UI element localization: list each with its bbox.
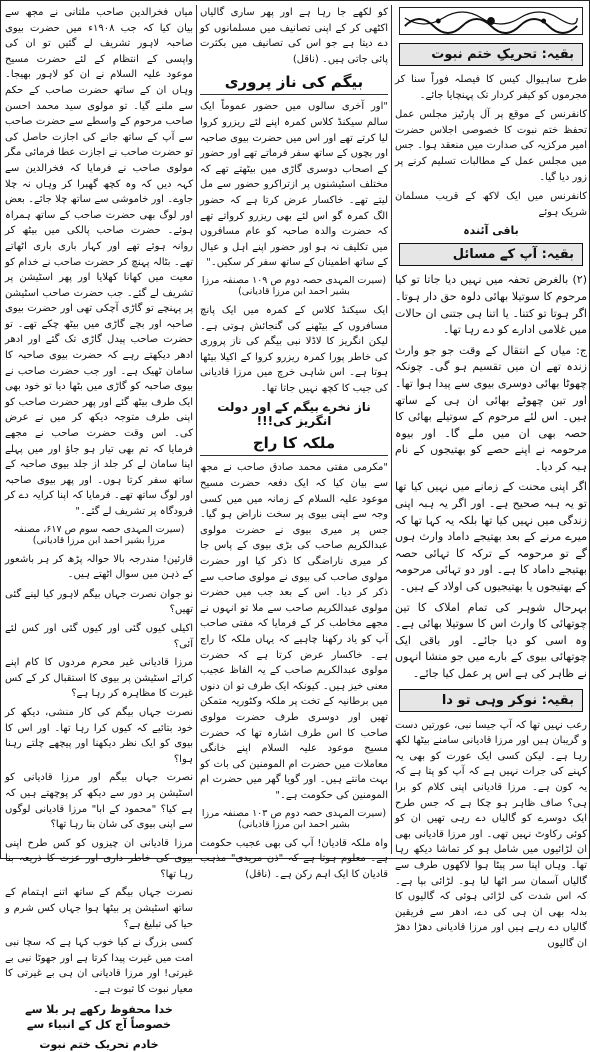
column-rule	[391, 5, 392, 854]
right-column	[395, 5, 587, 949]
article-paragraph: "اور آخری سالوں میں حضور عموماً ایک سالم سیکنڈ کلاس کمرہ اپنے لئے ریزرو کروا لیا کرتے تھے اور اس میں حضرت بیوی صاحبہ اور بچوں کے ساتھ سفر فرماتے تھے اور حضور کے اصحاب دوسری گاڑی میں بیٹھتے تھے کہ مختلف اسٹیشنوں پر ازتراکرو حضور سے مل لیتے تھے۔ خاکسار عرض کرتا ہے کہ حضور الگ کمرہ گو اس لئے بھی ریزرو کرواتے تھے کہ حضرت والدہ صاحبہ کو عام مسافروں میں تکلیف نہ ہو اور حضور اپنے اہل و عیال کے ساتھ اطمینان کے ساتھ سفر کر سکیں۔"	[200, 101, 388, 269]
column-rule	[196, 5, 197, 854]
question-line: نو جوان نصرت جہاں بیگم لاہور کیا لینے گئی تھیں؟	[5, 588, 193, 616]
left-column	[5, 5, 193, 1051]
citation: (سیرت المہدی حصہ دوم ص ۱۰۳ مصنفہ مرزا بشیر احمد ابن مرزا قادیانی)	[201, 807, 387, 830]
bold-remark: ناز نخرے بیگم کے اور دولت انگریز کی!!!	[217, 400, 371, 429]
question-line: مرزا قادیانی غیر محرم مردوں کا کام اپنے کرائے اسٹیشن پر بیوی کا استقبال کر کے کس غیرت کا مظاہرہ کر رہا ہے؟	[5, 657, 193, 700]
article-paragraph: کسی بزرگ نے کیا خوب کہا ہے کہ سچا نبی امت میں غیرت پیدا کرتا ہے اور جھوٹا نبی بے غیرتی! اور مرزا قادیانی ان ہی بے غیرتی کا معیار نبوت کا ثبوت ہے۔	[5, 937, 193, 996]
article-heading: ملکہ کا راج	[200, 434, 388, 456]
article-paragraph: "مکرمی مفتی محمد صادق صاحب نے مجھ سے بیان کیا کہ ایک دفعہ حضرت مسیح موعود علیہ السلام کے زمانہ میں میں کسی وجہ سے اپنی بیوی پر سخت ناراض ہو گیا۔ جس پر میری بیوی نے حضرت مولوی عبدالکریم صاحب کی بڑی بیوی کے پاس جا کر میری ناراضگی کا ذکر کیا اور حضرت مولوی صاحب کی بیوی نے مولوی صاحب سے ذکر کر دیا۔ اس کے بعد جب میں حضرت مولوی عبدالکریم صاحب سے ملا تو انہوں نے مجھے مخاطب کر کے فرمایا کہ مفتی صاحب آپ کو یاد رکھنا چاہیے کہ یہاں ملکہ کا راج ہے۔ خاکسار عرض کرتا ہے کہ حضرت مولوی عبدالکریم صاحب کے یہ الفاظ عجیب معنی خیز ہیں۔ کیونکہ ایک طرف تو ان دنوں میں برطانیہ کے تخت پر ملکہ وکٹوریہ متمکن تھیں اور دوسری طرف حضرت مولوی صاحب کا اس طرف اشارہ تھا کہ حضرت مسیح موعود علیہ السلام اپنے خانگی معاملات میں حضرت ام المومنین کی بات کو بہت مانتے ہیں۔ اور گویا گھر میں حضرت ام المومنین کی حکومت ہے۔"	[200, 462, 388, 801]
middle-column	[200, 5, 388, 880]
ornamental-banner	[399, 7, 583, 35]
article-paragraph: بہرحال شوہر کی تمام املاک کا تین چوتھائی کا وارث اس کا سوتیلا بھائی ہے۔ وہ اسی کو دیا جائے۔ اور باقی ایک چوتھائی بیوی کے بارے میں جو منشا انہوں نے ظاہر کی ہے اس پر عمل کیا جائے۔	[395, 600, 587, 680]
section-heading: بقیہ: آپ کے مسائل	[399, 243, 583, 266]
section-heading: بقیہ: نوکر وہی تو دا	[399, 689, 583, 712]
article-paragraph: (۲) بالغرض تحفہ میں نہیں دیا جاتا تو کیا مرحوم کا سوتیلا بھائی دلوہ حق دار ہوتا۔ اگر ہوتا تو کتنا۔ یا اتنا ہی جتنی ان حالات میں غلامی ادارے کو دے رہا تھا۔	[395, 273, 587, 337]
article-paragraph: رعب نہیں تھا کہ آپ جیسا نبی، عورتیں دست و گریبان ہیں اور مرزا قادیانی سامنے بیٹھا لکھ رہا ہے۔ لیکن کسی ایک عورت کو بھی یہ کہنے کی جرات نہیں ہے کہ آپ کو پتا ہے کہ یہ کون ہے۔ مرزا قادیانی اپنی کلام کو برا ہی؟ صاف ظاہر ہو چکا ہے کہ جس طرح ایک دوسرے کو گالیاں دے رہی تھیں ان کو کوئی رکاوٹ نہیں تھی۔ اور مرزا قادیانی بھی ان لڑائیوں میں شامل ہو کر تماشا دیکھ رہا تھا۔ وہاں اپنا سر پیٹا ہوا لاکھوں طرف سے گالیاں آسمان سر اٹھا لیا ہو۔ لڑائی بپا ہے۔ کہ اس شدت کی لڑائی ہوئی کہ گالیوں کا بدلہ بھی ان ہی کی دے، ادھر سے فریقین گالیاں دے رہے ہیں اور مرزا قادیانی دھڑا دھڑ ان گالیوں	[395, 719, 587, 949]
article-paragraph: طرح ساہیوال کیس کا فیصلہ فوراً سنا کر مجرموں کو کیفر کردار تک پہنچایا جائے۔	[395, 74, 587, 101]
signature-line: خادم تحریک ختم نبوت	[39, 1037, 159, 1051]
calligraphy-ornament-icon	[400, 8, 582, 34]
article-paragraph: واہ ملکہ قادیان! آپ کی بھی عجیب حکومت ہے۔ معلوم ہوتا ہے کہ "ذن مریدی" مذہب قادیان کا ایک اہم رکن ہے۔ (ناقل)	[200, 837, 388, 880]
article-paragraph: قارئین! مندرجہ بالا حوالہ پڑھ کر ہر باشعور کے ذہن میں سوال اٹھتے ہیں۔	[5, 553, 193, 581]
citation: (سیرت المہدی حصہ سوم ص ۶۱۷، مصنفہ مرزا بشیر احمد ابن مرزا قادیانی)	[13, 523, 185, 546]
article-heading: بیگم کی ناز پروری	[200, 73, 388, 95]
question-line: نصرت جہاں بیگم کی کار منشی، دیکھ کر خود بتائیے کہ کیوں کرا رہا تھا۔ اور اس کا بیوی کو ایک نظر دیکھنا اور پیچھے چلتے رہنا ہوا؟	[5, 706, 193, 765]
article-paragraph: کانفرنس میں ایک لاکھ کے قریب مسلمان شریک ہوئے	[395, 191, 587, 218]
question-line: اکیلی کیوں گئی اور کیوں گئی اور کس لئے آئی؟	[5, 622, 193, 650]
article-paragraph: کو لکھے جا رہا ہے اور پھر ساری گالیاں اکٹھی کر کے اپنی تصانیف میں مسلمانوں کو دے دیتا ہے جو اس کی تصانیف میں بکثرت پائی جاتی ہیں۔ (ناقل)	[200, 7, 388, 65]
citation: (سیرت المہدی حصہ دوم ص ۱۰۹ مصنفہ مرزا بشیر احمد ابن مرزا قادیانی)	[201, 274, 387, 297]
continued-label: باقی آئندہ	[463, 224, 519, 238]
question-line: نصرت جہاں بیگم اور مرزا قادیانی کو اسٹیشن پر دور سے دیکھ کر پوچھتے ہیں کہ ہے کیا؟ "محمود کے ابا" مرزا قادیانی لوگوں سے اپنی بیوی کی شان بنا رہا تھا؟	[5, 772, 193, 831]
article-paragraph: ج: میاں کے انتقال کے وقت جو جو وارث زندہ تھے ان میں تقسیم ہو گی۔ چونکہ چھوٹا بھائی دوسری بیوی سے پیدا ہوا تھا۔ اور تین چھوٹے بھائی ان ہی کے ساتھ ہیں۔ اس لئے مرحوم کے سوتیلے بھائی کا حصہ بھی ان میں ملے گا۔ اور بیوہ مرحومہ نے اپنے حصے کو بھتیجوں کے نام ہبہ کر دیا۔	[395, 343, 587, 473]
question-line: نصرت جہاں بیگم کے ساتھ اتنے اہتمام کے ساتھ اسٹیشن پر بیٹھا ہوا جہاں کس شرم و حیا کی تبلیغ ہے؟	[5, 887, 193, 930]
article-paragraph: ایک سیکنڈ کلاس کے کمرہ میں ایک پانچ مسافروں کے بیٹھنے کی گنجائش ہوتی ہے۔ لیکن انگریز کا لاڈلا نبی بیگم کی ناز پروری کی خاطر پورا کمرہ ریزرو کروا کے اکیلا بیٹھا ہوتا ہے۔ اس شاہی خرچ میں مرزا قادیانی کی جیب کا کچھ نہیں جاتا تھا۔	[200, 304, 388, 394]
section-heading: بقیہ: تحریکِ ختم نبوت	[399, 43, 583, 66]
question-line: مرزا قادیانی ان چیزوں کو کس طرح اپنی بیوی کی خاطر داری اور عزت کا ذریعہ بنا رہا تھا؟	[5, 837, 193, 880]
closing-couplet: خدا محفوظ رکھے ہر بلا سے خصوصاً آج کل کے انبیاء سے	[25, 1002, 173, 1032]
article-paragraph: اگر اپنی محنت کے زمانے میں نہیں کیا تھا تو یہ ہبہ صحیح ہے۔ اور اگر یہ ہبہ اپنی زندگی میں نہیں کیا تھا بلکہ یہ کہا تھا کہ میرے مرنے کے بعد بھتیجے داماد وارث ہوں گے تو مرحومہ کے ترکہ کا تہائی حصہ بھتیجے داماد کا ہے۔ اور دو تہائی مرحومہ کے بھتیجوں یا بھتیجیوں کی اولاد کے ہیں۔	[395, 480, 587, 594]
article-paragraph: کانفرنس کے موقع پر آل پارٹیز مجلس عمل تحفظ ختم نبوت کا خصوصی اجلاس حضرت امیر مرکزیہ کی صدارت میں منعقد ہوا۔ جس میں مجلس عمل کے مطالبات تسلیم کرنے پر زور دیا گیا۔	[395, 109, 587, 183]
article-paragraph: میاں فخرالدین صاحب ملتانی نے مجھ سے بیان کیا کہ جب ۱۹۰۸ء میں حضرت بیوی صاحبہ لاہور تشریف لے گئیں تو ان کی واپسی کے انتظام کے لئے حضرت مسیح موعود علیہ السلام نے ان کو لاہور بھیجا۔ وہاں ان کے ساتھ حضرت صاحب کے حکم سے ملنے گیا۔ تو مولوی سید محمد احسن صاحب مرحوم کے واسطے سے حضرت صاحب سے آپ کے ساتھ جانے کی اجازت حاصل کی تو حضرت صاحب نے اجازت عطا فرمائی مگر مولوی صاحب نے فرمایا کہ فخرالدین سے کہہ دیں کہ وہ کچھ گھبرا کر وہاں نہ چلا جاوے۔ اور خاموشی سے ساتھ چلا جائے۔ بعض اور لوگ بھی حضرت صاحب کے ساتھ ہمراہ ہوئے۔ حضرت صاحب پالکی میں بیٹھ کر روانہ ہوئے تھے اور کہار باری باری اٹھاتے تھے۔ بٹالہ پہنچ کر حضرت صاحب نے خدام کو معیت میں کھانا کھلایا اور پھر اسٹیشن پر تشریف لے گئے۔ جب حضرت صاحب اسٹیشن پر پہنچے تو گاڑی آچکی تھی اور حضرت بیوی صاحبہ اور بچے گاڑی میں بیٹھ چکے تھے۔ تو حضرت صاحب پیدل گاڑی تک گئے اور ادھر ادھر دیکھتے رہے کہ حضرت بیوی صاحبہ کا سامان ٹھیک ہے۔ اور جب حضرت صاحب نے بیوی صاحبہ کو گاڑی میں بٹھا دیا تو خود بھی ایک طرف بیٹھ گئے اور پھر حضرت صاحب کو اپنی طرف متوجہ دیکھ کر میں نے عرض کی۔ اس وقت حضرت صاحب نے مجھے فرمایا کہ تم بھی تیار ہو جاؤ اور میں پہلے اپنا سامان لے کر جلد از جلد بیوی صاحبہ کے ساتھ سفر کرتا ہوں۔ اور پھر بیوی صاحبہ اور لوگ ساتھ تھے۔ فرمایا کہ اپنا کرایہ دے کر فرودگاہ پر تشریف لے گئے۔"	[5, 7, 193, 517]
